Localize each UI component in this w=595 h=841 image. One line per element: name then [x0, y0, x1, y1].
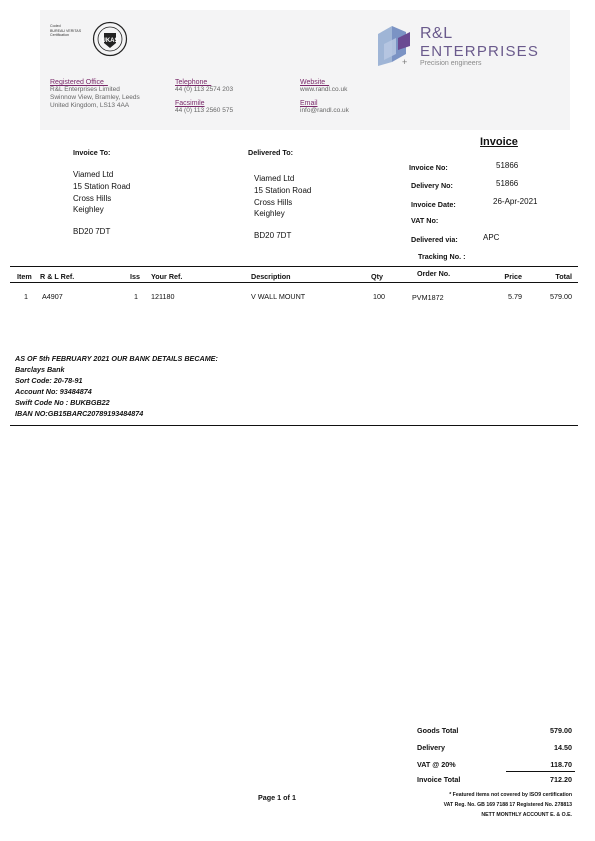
telephone-label: Telephone_: [175, 79, 212, 86]
email-block: [300, 100, 349, 115]
col-header-order-no: Order No.: [417, 269, 451, 278]
plus-icon: +: [402, 57, 408, 67]
bank-details: [15, 353, 218, 419]
invoice-to-postcode: BD20 7DT: [73, 227, 111, 236]
footer-note: VAT Reg. No. GB 169 7188 17 Registered No. 278813: [443, 802, 572, 808]
delivered-to-label: Delivered To:: [248, 148, 293, 157]
delivered-to-postcode: BD20 7DT: [254, 231, 292, 240]
cell-item: 1: [24, 292, 28, 301]
cert-line: Coded: [50, 24, 61, 28]
website-value[interactable]: www.randl.co.uk: [300, 86, 348, 93]
invoice-to-address: [73, 169, 130, 216]
tracking-label: Tracking No. :: [418, 252, 466, 261]
registered-office-line: Swinnow View, Bramley, Leeds: [50, 94, 140, 101]
bank-line: IBAN NO:GB15BARC20789193484874: [15, 409, 144, 418]
cert-line: BUREAU VERITAS: [50, 28, 82, 33]
registered-office-label: Registered Office_: [50, 79, 108, 86]
facsimile-label: Facsimile: [175, 100, 205, 107]
bank-rule: [10, 425, 578, 426]
registered-office: [50, 79, 140, 110]
delivered-to-address: [254, 173, 311, 220]
email-value[interactable]: info@randl.co.uk: [300, 107, 349, 114]
bank-line: Sort Code: 20-78-91: [15, 376, 83, 385]
invoice-to-label: Invoice To:: [73, 148, 111, 157]
col-header-rl-ref: R & L Ref.: [40, 272, 75, 281]
bank-line: Account No: 93484874: [15, 387, 92, 396]
telephone-block: [175, 79, 233, 94]
totals-rule: [506, 771, 575, 772]
bank-line: AS OF 5th FEBRUARY 2021 OUR BANK DETAILS BECAME:: [15, 354, 218, 363]
invoice-no-label: Invoice No:: [409, 163, 448, 172]
address-line: Cross Hills: [73, 193, 112, 203]
cell-description: V WALL MOUNT: [251, 292, 306, 301]
vat-no-label: VAT No:: [411, 216, 439, 225]
col-header-price: Price: [504, 272, 522, 281]
brand-name-line1: R&L: [420, 25, 453, 42]
delivered-via-value: APC: [483, 233, 500, 242]
delivery-no-value: 51866: [496, 179, 519, 188]
address-line: Keighley: [254, 209, 285, 219]
invoice-total-value: 712.20: [550, 775, 572, 784]
brand-tagline: Precision engineers: [420, 60, 482, 67]
table-top-rule: [10, 266, 578, 267]
table-header-rule: [10, 282, 578, 283]
vat-value: 118.70: [550, 760, 572, 769]
bank-line: Barclays Bank: [15, 365, 65, 374]
rl-enterprises-logo-icon: [376, 24, 416, 68]
certification-text: [50, 24, 92, 54]
brand-name-line2: ENTERPRISES: [420, 43, 540, 60]
address-line: 15 Station Road: [254, 185, 312, 195]
goods-total-label: Goods Total: [417, 726, 459, 735]
col-header-your-ref: Your Ref.: [151, 272, 183, 281]
address-line: Keighley: [73, 205, 104, 215]
telephone-value: 44 (0) 113 2574 203: [175, 86, 234, 93]
cell-price: 5.79: [508, 292, 522, 301]
facsimile-value: 44 (0) 113 2560 575: [175, 107, 234, 114]
delivery-no-label: Delivery No:: [411, 181, 453, 190]
email-label: Email: [300, 100, 318, 107]
cell-qty: 100: [373, 292, 385, 301]
cell-order-no: PVM1872: [412, 293, 444, 302]
cell-total: 579.00: [550, 292, 572, 301]
address-line: Cross Hills: [254, 197, 293, 207]
invoice-no-value: 51866: [496, 161, 519, 170]
col-header-qty: Qty: [371, 272, 383, 281]
footer-note: * Featured items not covered by ISO9 certification: [449, 792, 572, 798]
cell-rl-ref: A4907: [42, 292, 63, 301]
delivery-value: 14.50: [554, 743, 572, 752]
bank-line: Swift Code No : BUKBGB22: [15, 398, 110, 407]
invoice-date-label: Invoice Date:: [411, 200, 456, 209]
registered-office-line: United Kingdom, LS13 4AA: [50, 102, 130, 109]
bureau-veritas-seal-icon: [92, 21, 128, 57]
goods-total-value: 579.00: [550, 726, 572, 735]
svg-text:UKAS: UKAS: [101, 38, 119, 44]
address-line: 15 Station Road: [73, 181, 131, 191]
invoice-total-label: Invoice Total: [417, 775, 461, 784]
cell-your-ref: 121180: [151, 292, 175, 301]
cert-line: Certification: [50, 33, 69, 38]
col-header-description: Description: [251, 272, 291, 281]
vat-label: VAT @ 20%: [417, 760, 456, 769]
delivery-label: Delivery: [417, 743, 445, 752]
website-label: Website_: [300, 79, 330, 86]
col-header-item: Item: [17, 272, 32, 281]
facsimile-block: [175, 100, 233, 115]
footer-note: NETT MONTHLY ACCOUNT E. & O.E.: [481, 812, 572, 818]
col-header-total: Total: [555, 272, 572, 281]
page-number: Page 1 of 1: [258, 793, 296, 802]
delivered-via-label: Delivered via:: [411, 235, 458, 244]
registered-office-line: R&L Enterprises Limited: [50, 86, 120, 93]
col-header-iss: Iss: [130, 272, 140, 281]
website-block: [300, 79, 347, 94]
invoice-date-value: 26-Apr-2021: [493, 197, 538, 206]
address-line: Viamed Ltd: [254, 174, 295, 183]
cell-iss: 1: [134, 292, 138, 301]
invoice-title: Invoice: [480, 136, 518, 148]
address-line: Viamed Ltd: [73, 170, 114, 179]
